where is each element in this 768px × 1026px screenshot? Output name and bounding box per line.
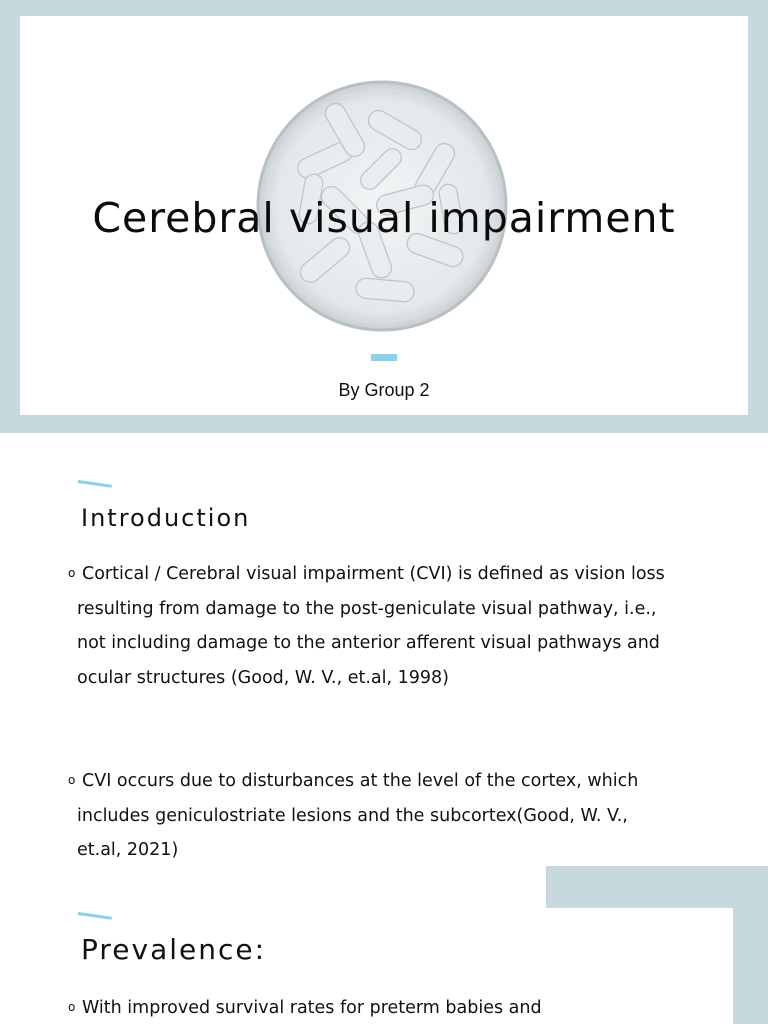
bullet-item: CVI occurs due to disturbances at the level of the cortex, which includes geniculostriate lesions and the subcortex(Good, W. V., et.al, 2021) <box>77 771 639 860</box>
bullet-marker: o <box>68 566 76 580</box>
introduction-heading: Introduction <box>81 504 251 532</box>
bullet-item: Cortical / Cerebral visual impairment (CVI) is defined as vision loss resulting from damage to the post-geniculate visual pathway, i.e., not including damage to the anterior afferent visual pathways and ocular structures (Good, W. V., et.al, 1998) <box>77 564 665 688</box>
title-slide <box>20 16 748 415</box>
heading-accent-dash <box>78 480 112 488</box>
bullet-marker: o <box>68 773 76 787</box>
slide-title: Cerebral visual impairment <box>92 194 676 242</box>
prevalence-heading: Prevalence: <box>81 933 267 966</box>
bullet-item: With improved survival rates for preterm babies and <box>82 998 542 1018</box>
bullet-marker: o <box>68 1000 76 1014</box>
slide-subtitle: By Group 2 <box>338 380 430 400</box>
title-accent-bar <box>371 354 397 361</box>
